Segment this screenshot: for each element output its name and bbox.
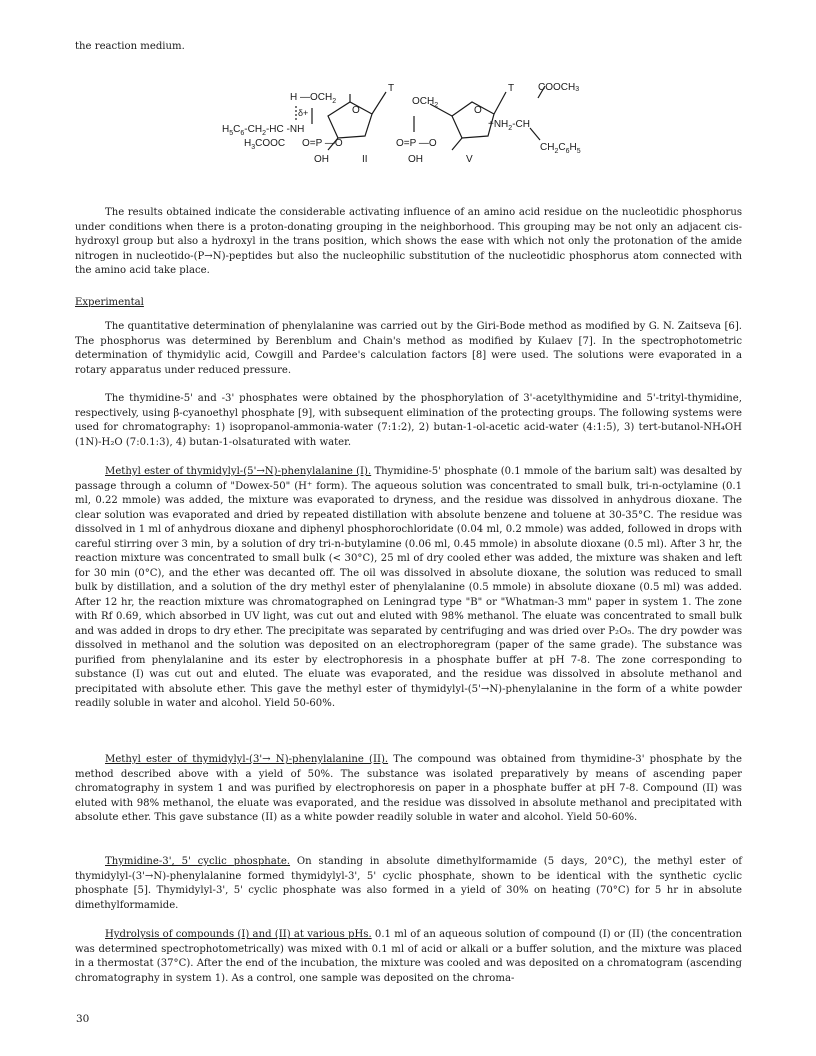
paragraph-hydrolysis xyxy=(75,928,742,986)
compound-ii-heading: Methyl ester of thymidylyl-(3'→ N)-phenylalanine (II). xyxy=(105,754,389,765)
substituent-t-left: T xyxy=(388,83,395,94)
methyl-ester-label: $H_3COOC$ xyxy=(244,138,286,151)
compound-ii-body: The compound was obtained from thymidine-3' phosphate by the method described above with a yield of 50%. The substance was isolated preparatively by means of ascending paper chromatography in system 1 and was purified by electrophoresis on paper in a phosphate buffer at pH 7-8. Compound (II) was eluted with 98% methanol, the eluate was evaporated, and the residue was dissolved in absolute methanol and precipitated with absolute ether. This gave substance (II) as a white powder readily soluble in water and alcohol. Yield 50-60%. xyxy=(75,754,742,823)
paragraph-compound-i xyxy=(75,465,742,712)
results-text: The results obtained indicate the considerable activating influence of an amino acid residue on the nucleotidic phosphorus under conditions when there is a proton-donating grouping in the neighborhood. This grouping may be not only an adjacent cis-hydroxyl group but also a hydroxyl in the trans position, which shows the ease with which not only the protonation of the amide nitrogen in nucleotido-(P→N)-peptides but also the nucleophilic substitution of the nucleotidic phosphorus atom connected with the amino acid take place. xyxy=(75,207,742,276)
och2-right-label: $OCH_2$ xyxy=(412,96,439,109)
top-line-text: the reaction medium. xyxy=(75,41,185,52)
results-paragraph xyxy=(75,206,742,279)
h-och2-label: H $—OCH_2$ xyxy=(290,92,337,105)
paragraph-cyclic-phosphate xyxy=(75,855,742,913)
determination-text: The quantitative determination of phenylalanine was carried out by the Giri-Bode method as modified by G. N. Zaitseva [6]. The phosphorus was determined by Berenblum and Chain's method as modified by Kulaev [7]. In the spectrophotometric determination of thymidylic acid, Cowgill and Pardee's calculation factors [8] were used. The solutions were evaporated in a rotary apparatus under reduced pressure. xyxy=(75,321,742,376)
paragraph-determination xyxy=(75,320,742,378)
compound-ii-text xyxy=(75,753,742,826)
ammonium-label: $+NH_2-CH$ xyxy=(488,119,530,132)
benzyl-label: $CH_2C_6H_5$ xyxy=(540,142,581,155)
cooch3-label: $COOCH_3$ xyxy=(538,82,580,94)
top-line xyxy=(75,40,742,55)
ring-oxygen-left: O xyxy=(352,105,360,116)
phenylalanine-chain-label: $H_5C_6-CH_2-HC$ -NH xyxy=(222,124,305,137)
hydroxyl-left: OH xyxy=(314,154,329,165)
compound-label-v: V xyxy=(466,154,473,165)
ring-oxygen-right: O xyxy=(474,105,482,116)
compound-i-body: Thymidine-5' phosphate (0.1 mmole of the barium salt) was desalted by passage through a column of "Dowex-50" (H⁺ form). The aqueous solution was concentrated to small bulk, tri-n-octylamine (0.1 ml, 0.22 mmole) was added, the mixture was evaporated to dryness, and the residue was dissolved in anhydrous dioxane. The clear solution was evaporated and dried by repeated distillation with absolute benzene and toluene at 30-35°C. The residue was dissolved in 1 ml of anhydrous dioxane and diphenyl phosphorochloridate (0.04 ml, 0.2 mmole) was added, followed in drops with careful stirring over 3 min, by a solution of dry tri-n-butylamine (0.06 ml, 0.45 mmole) in absolute dioxane (0.5 ml). After 3 hr, the reaction mixture was concentrated to small bulk (< 30°C), 25 ml of dry cooled ether was added, the mixture was shaken and left for 30 min (0°C), and the ether was decanted off. The oil was dissolved in absolute dioxane, the solution was reduced to small bulk by distillation, and a solution of the dry methyl ester of phenylalanine (0.5 mmole) in absolute dioxane (0.5 ml) was added. After 12 hr, the reaction mixture was chromatographed on Leningrad type "B" or "Whatman-3 mm" paper in system 1. The zone with Rf 0.69, which absorbed in UV light, was cut out and eluted with 98% methanol. The eluate was concentrated to small bulk and was added in drops to dry ether. The precipitate was separated by centrifuging and was dried over P₂O₅. The dry powder was dissolved in methanol and the solution was deposited on an electrophoregram (paper of the same grade). The substance was purified from phenylalanine and its ester by electrophoresis in a phosphate buffer at pH 7-8. The zone corresponding to substance (I) was cut out and eluted. The eluate was evaporated, and the residue was dissolved in absolute methanol and precipitated with absolute ether. This gave the methyl ester of thymidylyl-(5'→N)-phenylalanine in the form of a white powder readily soluble in water and alcohol. Yield 50-60%. xyxy=(75,466,742,709)
cyclic-phosphate-heading: Thymidine-3', 5' cyclic phosphate. xyxy=(105,856,291,867)
chemical-structure xyxy=(200,80,600,180)
cyclic-phosphate-text xyxy=(75,855,742,913)
phosphate-group-left: O=P —O xyxy=(302,138,343,149)
phosphate-group-right: O=P —O xyxy=(396,138,437,149)
section-title: Experimental xyxy=(75,297,144,308)
hydrolysis-body: 0.1 ml of an aqueous solution of compound (I) or (II) (the concentration was determined spectrophotometrically) was mixed with 0.1 ml of acid or alkali or a buffer solution, and the mixture was placed in a thermostat (37°C). After the end of the incubation, the mixture was cooled and was deposited on a chromatogram (ascending chromatography in system 1). As a control, one sample was deposited on the chroma- xyxy=(75,929,742,984)
hydroxyl-right: OH xyxy=(408,154,423,165)
cyclic-phosphate-body: On standing in absolute dimethylformamide (5 days, 20°C), the methyl ester of thymidylyl-(3'→N)-phenylalanine formed thymidylyl-3', 5' cyclic phosphate, shown to be identical with the synthetic cyclic phosphate [5]. Thymidylyl-3', 5' cyclic phosphate was also formed in a yield of 30% on heating (70°C) for 5 hr in absolute dimethylformamide. xyxy=(75,856,743,911)
hydrolysis-text xyxy=(75,928,742,986)
delta-plus-label: δ+ xyxy=(298,108,309,118)
phosphates-text: The thymidine-5' and -3' phosphates were obtained by the phosphorylation of 3'-acetylthymidine and 5'-trityl-thymidine, respectively, using β-cyanoethyl phosphate [9], with subsequent elimination of the protecting groups. The following systems were used for chromatography: 1) isopropanol-ammonia-water (7:1:2), 2) butan-1-ol-acetic acid-water (4:1:5), 3) tert-butanol-NH₄OH (1N)-H₂O (7:0.1:3), 4) butan-1-olsaturated with water. xyxy=(75,393,742,448)
hydrolysis-heading: Hydrolysis of compounds (I) and (II) at various pHs. xyxy=(105,929,372,940)
substituent-t-right: T xyxy=(508,83,515,94)
compound-i-heading: Methyl ester of thymidylyl-(5'→N)-phenylalanine (I). xyxy=(105,466,372,477)
paragraph-compound-ii xyxy=(75,753,742,826)
paragraph-phosphates xyxy=(75,392,742,450)
section-experimental xyxy=(75,296,742,311)
page-number: 30 xyxy=(76,1013,90,1025)
compound-i-text xyxy=(75,465,742,712)
compound-label-ii: II xyxy=(362,154,368,165)
